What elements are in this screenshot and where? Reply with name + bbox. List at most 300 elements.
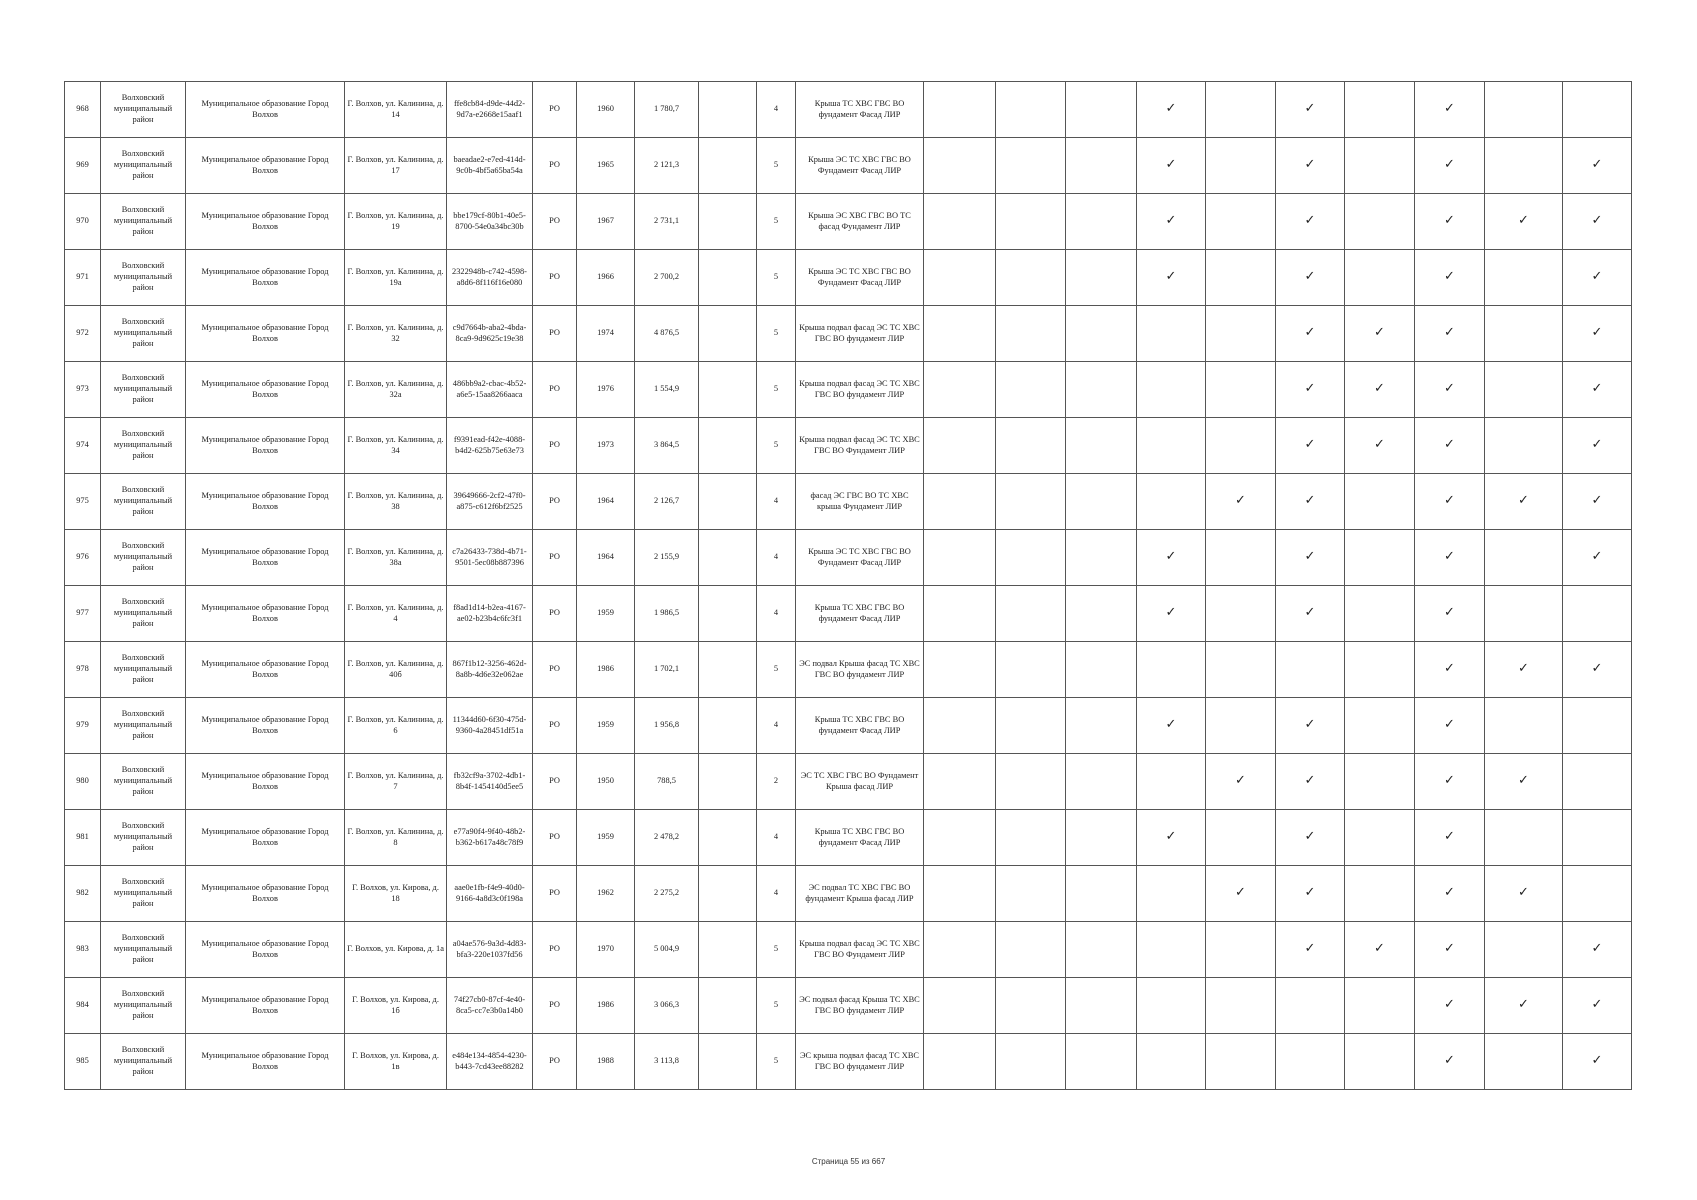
area-cell: 1 702,1	[635, 642, 699, 698]
checkmark-icon: ✓	[1444, 549, 1455, 565]
table-row	[65, 530, 1632, 586]
check-cell	[1563, 306, 1632, 362]
floors-cell: 4	[757, 586, 796, 642]
address-cell: Г. Волхов, ул. Калинина, д. 40б	[345, 642, 447, 698]
check-cell	[996, 866, 1066, 922]
check-cell	[1276, 642, 1345, 698]
table-row	[65, 754, 1632, 810]
check-cell	[924, 922, 996, 978]
floors-cell: 5	[757, 138, 796, 194]
checkmark-icon: ✓	[1518, 773, 1529, 789]
check-cell	[1345, 810, 1415, 866]
check-cell	[1485, 810, 1563, 866]
check-cell	[1066, 474, 1137, 530]
check-cell	[1485, 362, 1563, 418]
check-cell	[1276, 250, 1345, 306]
address-cell: Г. Волхов, ул. Калинина, д. 34	[345, 418, 447, 474]
check-cell	[1563, 474, 1632, 530]
check-cell	[924, 306, 996, 362]
type-cell: РО	[533, 474, 577, 530]
check-cell	[1485, 474, 1563, 530]
checkmark-icon: ✓	[1444, 101, 1455, 117]
check-cell	[996, 138, 1066, 194]
year-cell: 1959	[577, 810, 635, 866]
check-cell	[1345, 82, 1415, 138]
address-cell: Г. Волхов, ул. Калинина, д. 6	[345, 698, 447, 754]
table-row	[65, 642, 1632, 698]
check-cell	[1485, 418, 1563, 474]
checkmark-icon: ✓	[1304, 437, 1316, 453]
check-cell	[1563, 754, 1632, 810]
check-cell	[1563, 194, 1632, 250]
checkmark-icon: ✓	[1235, 885, 1246, 901]
check-cell	[1206, 138, 1276, 194]
checkmark-icon: ✓	[1444, 773, 1455, 789]
checkmark-icon: ✓	[1591, 325, 1603, 341]
empty-cell	[699, 362, 757, 418]
page-footer: Страница 55 из 667	[811, 1157, 886, 1166]
municipality-cell: Муниципальное образование Город Волхов	[186, 754, 345, 810]
type-cell: РО	[533, 754, 577, 810]
register-table-body	[65, 82, 1632, 1090]
check-cell	[1345, 194, 1415, 250]
check-cell	[924, 1034, 996, 1090]
checkmark-icon: ✓	[1444, 269, 1455, 285]
check-cell	[924, 810, 996, 866]
table-row	[65, 82, 1632, 138]
area-cell: 788,5	[635, 754, 699, 810]
check-cell	[1345, 362, 1415, 418]
municipality-cell: Муниципальное образование Город Волхов	[186, 194, 345, 250]
area-cell: 2 700,2	[635, 250, 699, 306]
check-cell	[1345, 586, 1415, 642]
district-cell: Волховский муниципальный район	[101, 250, 186, 306]
year-cell: 1964	[577, 530, 635, 586]
check-cell	[996, 1034, 1066, 1090]
check-cell	[924, 194, 996, 250]
year-cell: 1970	[577, 922, 635, 978]
empty-cell	[699, 866, 757, 922]
table-row	[65, 250, 1632, 306]
check-cell	[1066, 586, 1137, 642]
row-number: 983	[65, 922, 101, 978]
check-cell	[924, 754, 996, 810]
check-cell	[996, 250, 1066, 306]
check-cell	[1276, 530, 1345, 586]
floors-cell: 5	[757, 194, 796, 250]
checkmark-icon: ✓	[1374, 941, 1385, 957]
guid-cell: fb32cf9a-3702-4db1-8b4f-1454140d5ee5	[447, 754, 533, 810]
area-cell: 2 275,2	[635, 866, 699, 922]
table-row	[65, 698, 1632, 754]
check-cell	[1137, 474, 1206, 530]
empty-cell	[699, 922, 757, 978]
checkmark-icon: ✓	[1444, 213, 1455, 229]
check-cell	[1137, 250, 1206, 306]
empty-cell	[699, 82, 757, 138]
check-cell	[1137, 82, 1206, 138]
check-cell	[1345, 474, 1415, 530]
empty-cell	[699, 474, 757, 530]
checkmark-icon: ✓	[1518, 885, 1529, 901]
table-row	[65, 586, 1632, 642]
check-cell	[996, 474, 1066, 530]
check-cell	[1485, 250, 1563, 306]
area-cell: 2 155,9	[635, 530, 699, 586]
checkmark-icon: ✓	[1304, 549, 1316, 565]
check-cell	[1066, 866, 1137, 922]
checkmark-icon: ✓	[1444, 885, 1455, 901]
checkmark-icon: ✓	[1374, 325, 1385, 341]
row-number: 973	[65, 362, 101, 418]
works-cell: ЭС подвал фасад Крыша ТС ХВС ГВС ВО фундамент ЛИР	[796, 978, 924, 1034]
check-cell	[1485, 978, 1563, 1034]
empty-cell	[699, 810, 757, 866]
check-cell	[1137, 978, 1206, 1034]
check-cell	[1563, 810, 1632, 866]
municipality-cell: Муниципальное образование Город Волхов	[186, 250, 345, 306]
check-cell	[1276, 810, 1345, 866]
table-row	[65, 978, 1632, 1034]
row-number: 985	[65, 1034, 101, 1090]
checkmark-icon: ✓	[1591, 213, 1603, 229]
check-cell	[1137, 194, 1206, 250]
works-cell: Крыша ТС ХВС ГВС ВО фундамент Фасад ЛИР	[796, 586, 924, 642]
works-cell: ЭС ТС ХВС ГВС ВО Фундамент Крыша фасад ЛИР	[796, 754, 924, 810]
district-cell: Волховский муниципальный район	[101, 922, 186, 978]
row-number: 968	[65, 82, 101, 138]
check-cell	[924, 418, 996, 474]
check-cell	[1345, 698, 1415, 754]
floors-cell: 4	[757, 474, 796, 530]
check-cell	[1415, 530, 1485, 586]
area-cell: 3 113,8	[635, 1034, 699, 1090]
floors-cell: 5	[757, 1034, 796, 1090]
works-cell: Крыша подвал фасад ЭС ТС ХВС ГВС ВО Фундамент ЛИР	[796, 418, 924, 474]
row-number: 980	[65, 754, 101, 810]
table-row	[65, 866, 1632, 922]
checkmark-icon: ✓	[1235, 493, 1246, 509]
check-cell	[1415, 362, 1485, 418]
area-cell: 2 478,2	[635, 810, 699, 866]
check-cell	[1066, 362, 1137, 418]
year-cell: 1960	[577, 82, 635, 138]
year-cell: 1966	[577, 250, 635, 306]
works-cell: Крыша ЭС ТС ХВС ГВС ВО Фундамент Фасад ЛИР	[796, 530, 924, 586]
area-cell: 3 864,5	[635, 418, 699, 474]
checkmark-icon: ✓	[1591, 661, 1603, 677]
checkmark-icon: ✓	[1165, 101, 1177, 117]
checkmark-icon: ✓	[1444, 941, 1455, 957]
table-row	[65, 194, 1632, 250]
row-number: 972	[65, 306, 101, 362]
guid-cell: 2322948b-c742-4598-a8d6-8f116f16e080	[447, 250, 533, 306]
year-cell: 1959	[577, 698, 635, 754]
guid-cell: aae0e1fb-f4e9-40d0-9166-4a8d3c0f198a	[447, 866, 533, 922]
check-cell	[1137, 1034, 1206, 1090]
row-number: 974	[65, 418, 101, 474]
check-cell	[1563, 698, 1632, 754]
district-cell: Волховский муниципальный район	[101, 642, 186, 698]
works-cell: Крыша подвал фасад ЭС ТС ХВС ГВС ВО фундамент ЛИР	[796, 362, 924, 418]
check-cell	[1415, 922, 1485, 978]
table-row	[65, 306, 1632, 362]
checkmark-icon: ✓	[1304, 773, 1316, 789]
district-cell: Волховский муниципальный район	[101, 586, 186, 642]
address-cell: Г. Волхов, ул. Калинина, д. 7	[345, 754, 447, 810]
check-cell	[1066, 922, 1137, 978]
floors-cell: 4	[757, 82, 796, 138]
check-cell	[1206, 474, 1276, 530]
municipality-cell: Муниципальное образование Город Волхов	[186, 362, 345, 418]
row-number: 977	[65, 586, 101, 642]
check-cell	[1485, 922, 1563, 978]
floors-cell: 5	[757, 642, 796, 698]
check-cell	[996, 306, 1066, 362]
check-cell	[1066, 978, 1137, 1034]
check-cell	[1276, 194, 1345, 250]
table-row	[65, 474, 1632, 530]
guid-cell: 486bb9a2-cbac-4b52-a6e5-15aa8266aaca	[447, 362, 533, 418]
district-cell: Волховский муниципальный район	[101, 418, 186, 474]
check-cell	[1563, 82, 1632, 138]
check-cell	[1066, 194, 1137, 250]
district-cell: Волховский муниципальный район	[101, 698, 186, 754]
check-cell	[996, 194, 1066, 250]
checkmark-icon: ✓	[1304, 605, 1316, 621]
empty-cell	[699, 306, 757, 362]
district-cell: Волховский муниципальный район	[101, 82, 186, 138]
municipality-cell: Муниципальное образование Город Волхов	[186, 698, 345, 754]
row-number: 982	[65, 866, 101, 922]
check-cell	[1137, 586, 1206, 642]
check-cell	[1563, 642, 1632, 698]
checkmark-icon: ✓	[1165, 717, 1177, 733]
check-cell	[1276, 1034, 1345, 1090]
type-cell: РО	[533, 922, 577, 978]
type-cell: РО	[533, 810, 577, 866]
address-cell: Г. Волхов, ул. Калинина, д. 38	[345, 474, 447, 530]
check-cell	[1563, 530, 1632, 586]
guid-cell: 39649666-2cf2-47f0-a875-c612f6bf2525	[447, 474, 533, 530]
checkmark-icon: ✓	[1444, 605, 1455, 621]
district-cell: Волховский муниципальный район	[101, 474, 186, 530]
checkmark-icon: ✓	[1444, 717, 1455, 733]
year-cell: 1988	[577, 1034, 635, 1090]
check-cell	[1563, 586, 1632, 642]
check-cell	[1345, 306, 1415, 362]
municipality-cell: Муниципальное образование Город Волхов	[186, 866, 345, 922]
check-cell	[1206, 418, 1276, 474]
check-cell	[924, 250, 996, 306]
type-cell: РО	[533, 1034, 577, 1090]
municipality-cell: Муниципальное образование Город Волхов	[186, 138, 345, 194]
check-cell	[1563, 1034, 1632, 1090]
check-cell	[1137, 306, 1206, 362]
address-cell: Г. Волхов, ул. Калинина, д. 4	[345, 586, 447, 642]
check-cell	[1345, 418, 1415, 474]
type-cell: РО	[533, 978, 577, 1034]
checkmark-icon: ✓	[1165, 829, 1177, 845]
municipality-cell: Муниципальное образование Город Волхов	[186, 82, 345, 138]
year-cell: 1986	[577, 978, 635, 1034]
year-cell: 1965	[577, 138, 635, 194]
guid-cell: c7a26433-738d-4b71-9501-5ec08b887396	[447, 530, 533, 586]
floors-cell: 5	[757, 306, 796, 362]
check-cell	[1206, 250, 1276, 306]
check-cell	[1415, 82, 1485, 138]
checkmark-icon: ✓	[1518, 213, 1529, 229]
check-cell	[1276, 922, 1345, 978]
check-cell	[996, 698, 1066, 754]
checkmark-icon: ✓	[1444, 1053, 1455, 1069]
empty-cell	[699, 586, 757, 642]
year-cell: 1986	[577, 642, 635, 698]
type-cell: РО	[533, 642, 577, 698]
check-cell	[1206, 306, 1276, 362]
checkmark-icon: ✓	[1304, 213, 1316, 229]
floors-cell: 5	[757, 418, 796, 474]
year-cell: 1974	[577, 306, 635, 362]
area-cell: 2 121,3	[635, 138, 699, 194]
check-cell	[924, 698, 996, 754]
empty-cell	[699, 250, 757, 306]
area-cell: 1 554,9	[635, 362, 699, 418]
floors-cell: 4	[757, 810, 796, 866]
district-cell: Волховский муниципальный район	[101, 530, 186, 586]
check-cell	[1206, 810, 1276, 866]
municipality-cell: Муниципальное образование Город Волхов	[186, 978, 345, 1034]
check-cell	[1485, 82, 1563, 138]
empty-cell	[699, 530, 757, 586]
guid-cell: e484e134-4854-4230-b443-7cd43ee88282	[447, 1034, 533, 1090]
check-cell	[996, 810, 1066, 866]
check-cell	[1137, 810, 1206, 866]
check-cell	[1276, 754, 1345, 810]
guid-cell: 867f1b12-3256-462d-8a8b-4d6e32e062ae	[447, 642, 533, 698]
works-cell: Крыша ЭС ТС ХВС ГВС ВО Фундамент Фасад ЛИР	[796, 250, 924, 306]
check-cell	[1066, 754, 1137, 810]
table-row	[65, 810, 1632, 866]
check-cell	[1563, 866, 1632, 922]
type-cell: РО	[533, 82, 577, 138]
check-cell	[1137, 530, 1206, 586]
check-cell	[1206, 698, 1276, 754]
floors-cell: 4	[757, 530, 796, 586]
table-row	[65, 362, 1632, 418]
check-cell	[1206, 922, 1276, 978]
checkmark-icon: ✓	[1165, 605, 1177, 621]
check-cell	[1276, 978, 1345, 1034]
address-cell: Г. Волхов, ул. Кирова, д. 1а	[345, 922, 447, 978]
row-number: 969	[65, 138, 101, 194]
floors-cell: 5	[757, 922, 796, 978]
check-cell	[1485, 866, 1563, 922]
check-cell	[1485, 306, 1563, 362]
checkmark-icon: ✓	[1591, 381, 1603, 397]
address-cell: Г. Волхов, ул. Калинина, д. 32а	[345, 362, 447, 418]
check-cell	[1485, 530, 1563, 586]
area-cell: 2 731,1	[635, 194, 699, 250]
check-cell	[1137, 138, 1206, 194]
municipality-cell: Муниципальное образование Город Волхов	[186, 530, 345, 586]
check-cell	[1137, 362, 1206, 418]
year-cell: 1964	[577, 474, 635, 530]
area-cell: 3 066,3	[635, 978, 699, 1034]
check-cell	[1137, 866, 1206, 922]
area-cell: 1 956,8	[635, 698, 699, 754]
year-cell: 1967	[577, 194, 635, 250]
municipality-cell: Муниципальное образование Город Волхов	[186, 922, 345, 978]
district-cell: Волховский муниципальный район	[101, 810, 186, 866]
check-cell	[1415, 138, 1485, 194]
area-cell: 1 780,7	[635, 82, 699, 138]
check-cell	[1415, 810, 1485, 866]
floors-cell: 4	[757, 866, 796, 922]
municipality-cell: Муниципальное образование Город Волхов	[186, 586, 345, 642]
works-cell: Крыша подвал фасад ЭС ТС ХВС ГВС ВО фундамент ЛИР	[796, 306, 924, 362]
area-cell: 4 876,5	[635, 306, 699, 362]
checkmark-icon: ✓	[1591, 493, 1603, 509]
type-cell: РО	[533, 194, 577, 250]
table-row	[65, 418, 1632, 474]
address-cell: Г. Волхов, ул. Калинина, д. 8	[345, 810, 447, 866]
check-cell	[1066, 530, 1137, 586]
check-cell	[1415, 250, 1485, 306]
empty-cell	[699, 978, 757, 1034]
check-cell	[1206, 194, 1276, 250]
district-cell: Волховский муниципальный район	[101, 866, 186, 922]
check-cell	[1563, 138, 1632, 194]
check-cell	[1415, 978, 1485, 1034]
address-cell: Г. Волхов, ул. Калинина, д. 17	[345, 138, 447, 194]
table-row	[65, 138, 1632, 194]
check-cell	[1415, 194, 1485, 250]
check-cell	[1066, 306, 1137, 362]
checkmark-icon: ✓	[1518, 997, 1529, 1013]
check-cell	[1345, 978, 1415, 1034]
district-cell: Волховский муниципальный район	[101, 754, 186, 810]
check-cell	[1563, 250, 1632, 306]
check-cell	[1485, 754, 1563, 810]
checkmark-icon: ✓	[1591, 549, 1603, 565]
row-number: 984	[65, 978, 101, 1034]
checkmark-icon: ✓	[1591, 997, 1603, 1013]
type-cell: РО	[533, 138, 577, 194]
checkmark-icon: ✓	[1444, 157, 1455, 173]
check-cell	[924, 474, 996, 530]
check-cell	[1276, 474, 1345, 530]
check-cell	[1206, 586, 1276, 642]
checkmark-icon: ✓	[1304, 941, 1316, 957]
check-cell	[996, 922, 1066, 978]
check-cell	[1563, 922, 1632, 978]
check-cell	[1415, 754, 1485, 810]
check-cell	[1415, 418, 1485, 474]
works-cell: Крыша ЭС ТС ХВС ГВС ВО Фундамент Фасад ЛИР	[796, 138, 924, 194]
row-number: 975	[65, 474, 101, 530]
check-cell	[1206, 1034, 1276, 1090]
district-cell: Волховский муниципальный район	[101, 1034, 186, 1090]
check-cell	[1485, 1034, 1563, 1090]
check-cell	[1415, 866, 1485, 922]
check-cell	[996, 530, 1066, 586]
guid-cell: a04ae576-9a3d-4d83-bfa3-220e1037fd56	[447, 922, 533, 978]
empty-cell	[699, 698, 757, 754]
checkmark-icon: ✓	[1165, 213, 1177, 229]
district-cell: Волховский муниципальный район	[101, 978, 186, 1034]
check-cell	[1345, 866, 1415, 922]
